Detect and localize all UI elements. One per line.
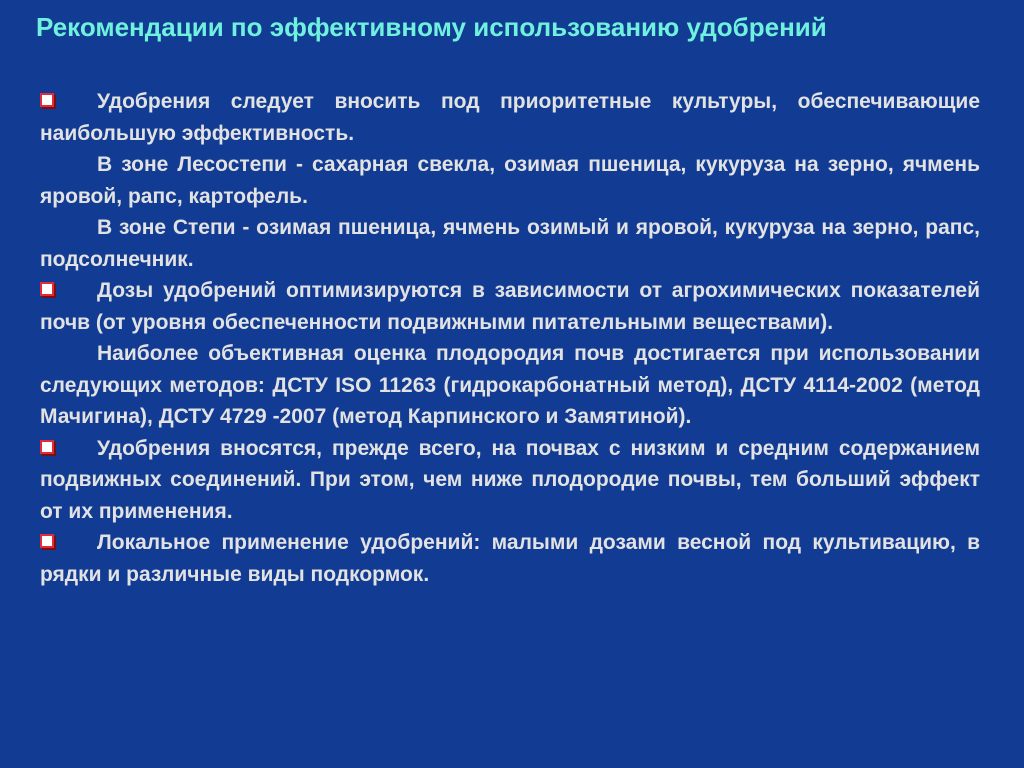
checkbox-bullet-icon xyxy=(40,440,54,454)
paragraph-steppe-zone xyxy=(40,212,980,275)
paragraph-text: Удобрения следует вносить под приоритетные культуры, обеспечивающие наибольшую эффективность. xyxy=(40,90,980,145)
paragraph-soil-methods xyxy=(40,338,980,433)
paragraph-text: Дозы удобрений оптимизируются в зависимости от агрохимических показателей почв (от уровня обеспеченности подвижными питательными веществами). xyxy=(40,279,980,334)
paragraph-forest-steppe-zone xyxy=(40,149,980,212)
bullet-paragraph-low-content-soils xyxy=(40,433,980,528)
checkbox-bullet-icon xyxy=(40,93,54,107)
paragraph-text: Удобрения вносятся, прежде всего, на почвах с низким и средним содержанием подвижных соединений. При этом, чем ниже плодородие почвы, тем больший эффект от их применения. xyxy=(40,436,980,523)
bullet-paragraph-priority-crops xyxy=(40,86,980,149)
paragraph-text: Локальное применение удобрений: малыми дозами весной под культивацию, в рядки и различные виды подкормок. xyxy=(40,531,980,586)
checkbox-bullet-icon xyxy=(40,282,54,296)
bullet-paragraph-local-application xyxy=(40,527,980,590)
paragraph-text: В зоне Лесостепи - сахарная свекла, озимая пшеница, кукуруза на зерно, ячмень яровой, рапс, картофель. xyxy=(40,153,980,208)
slide-content xyxy=(40,86,980,590)
slide-title: Рекомендации по эффективному использованию удобрений xyxy=(36,12,827,42)
bullet-paragraph-doses xyxy=(40,275,980,338)
paragraph-text: Наиболее объективная оценка плодородия почв достигается при использовании следующих методов: ДСТУ ISO 11263 (гидрокарбонатный метод), ДСТУ 4114-2002 (метод Мачигина), ДСТУ 4729 -2007 (метод Карпинского и Замятиной). xyxy=(40,342,980,428)
paragraph-text: В зоне Степи - озимая пшеница, ячмень озимый и яровой, кукуруза на зерно, рапс, подсолнечник. xyxy=(40,216,980,271)
checkbox-bullet-icon xyxy=(40,534,54,548)
